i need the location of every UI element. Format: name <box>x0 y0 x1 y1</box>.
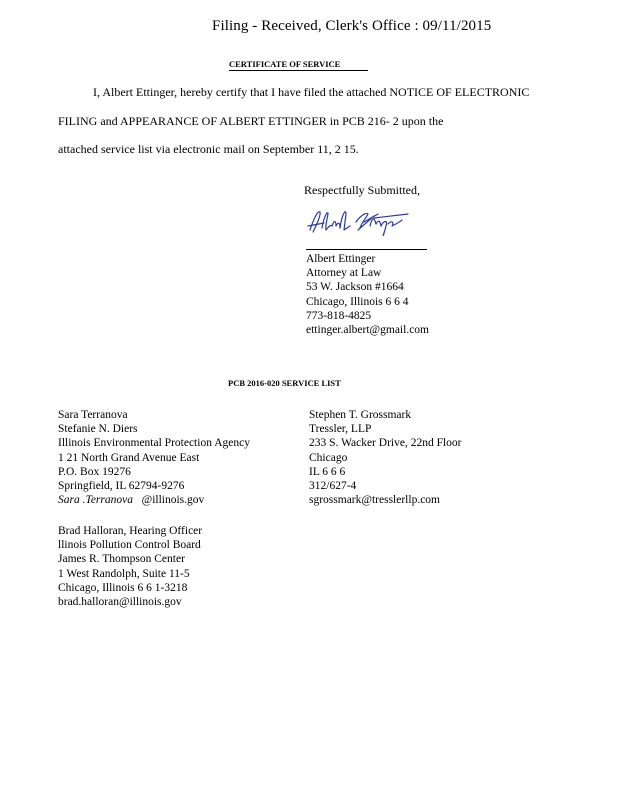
service-org: Illinois Environmental Protection Agency <box>58 437 250 450</box>
service-city: Chicago, Illinois 6 6 1-3218 <box>58 581 188 594</box>
signer-block <box>306 252 429 337</box>
service-entry-iepa <box>58 408 250 507</box>
service-firm: Tressler, LLP <box>309 423 372 436</box>
service-city: Chicago <box>309 451 348 464</box>
signature-line <box>306 249 427 250</box>
signer-name: Albert Ettinger <box>306 253 376 265</box>
service-email: brad.halloran@illinois.gov <box>58 596 182 609</box>
service-name-1: Sara Terranova <box>58 409 128 421</box>
service-pobox: P.O. Box 19276 <box>58 465 131 478</box>
certification-line-3: attached service list via electronic mail on September 11, 2 15. <box>58 142 359 156</box>
service-building: James R. Thompson Center <box>58 553 185 566</box>
service-state-zip: IL 6 6 6 <box>309 465 346 478</box>
closing-text: Respectfully Submitted, <box>304 183 420 197</box>
service-street: 233 S. Wacker Drive, 22nd Floor <box>309 437 462 450</box>
signer-email: ettinger.albert@gmail.com <box>306 324 429 337</box>
service-city: Springfield, IL 62794-9276 <box>58 480 185 493</box>
certification-line-1: I, Albert Ettinger, hereby certify that I have filed the attached NOTICE OF ELECTRONIC <box>93 85 530 99</box>
signer-title: Attorney at Law <box>306 267 382 280</box>
signer-address-1: 53 W. Jackson #1664 <box>306 281 404 294</box>
signer-address-2: Chicago, Illinois 6 6 4 <box>306 295 409 308</box>
service-phone: 312/627-4 <box>309 480 357 493</box>
service-entry-hearing-officer <box>58 524 202 609</box>
service-email-prefix: Sara .Terranova <box>58 494 133 507</box>
service-name-2: Stefanie N. Diers <box>58 423 138 436</box>
service-list-title: PCB 2016-020 SERVICE LIST <box>228 378 341 388</box>
service-street: 1 21 North Grand Avenue East <box>58 451 200 464</box>
certificate-title: CERTIFICATE OF SERVICE <box>229 59 368 71</box>
certification-line-2: FILING and APPEARANCE OF ALBERT ETTINGER in PCB 216- 2 upon the <box>58 114 444 128</box>
handwritten-signature <box>304 204 414 249</box>
filing-header: Filing - Received, Clerk's Office : 09/11/2015 <box>212 18 492 34</box>
service-email-suffix: @illinois.gov <box>141 494 205 507</box>
service-email <box>58 493 250 507</box>
service-name: Stephen T. Grossmark <box>309 409 412 421</box>
service-org: llinois Pollution Control Board <box>58 539 201 552</box>
service-email: sgrossmark@tresslerllp.com <box>309 494 440 507</box>
service-street: 1 West Randolph, Suite 11-5 <box>58 567 190 580</box>
service-name: Brad Halloran, Hearing Officer <box>58 525 203 537</box>
service-entry-tressler <box>309 408 462 507</box>
signer-phone: 773-818-4825 <box>306 309 372 322</box>
